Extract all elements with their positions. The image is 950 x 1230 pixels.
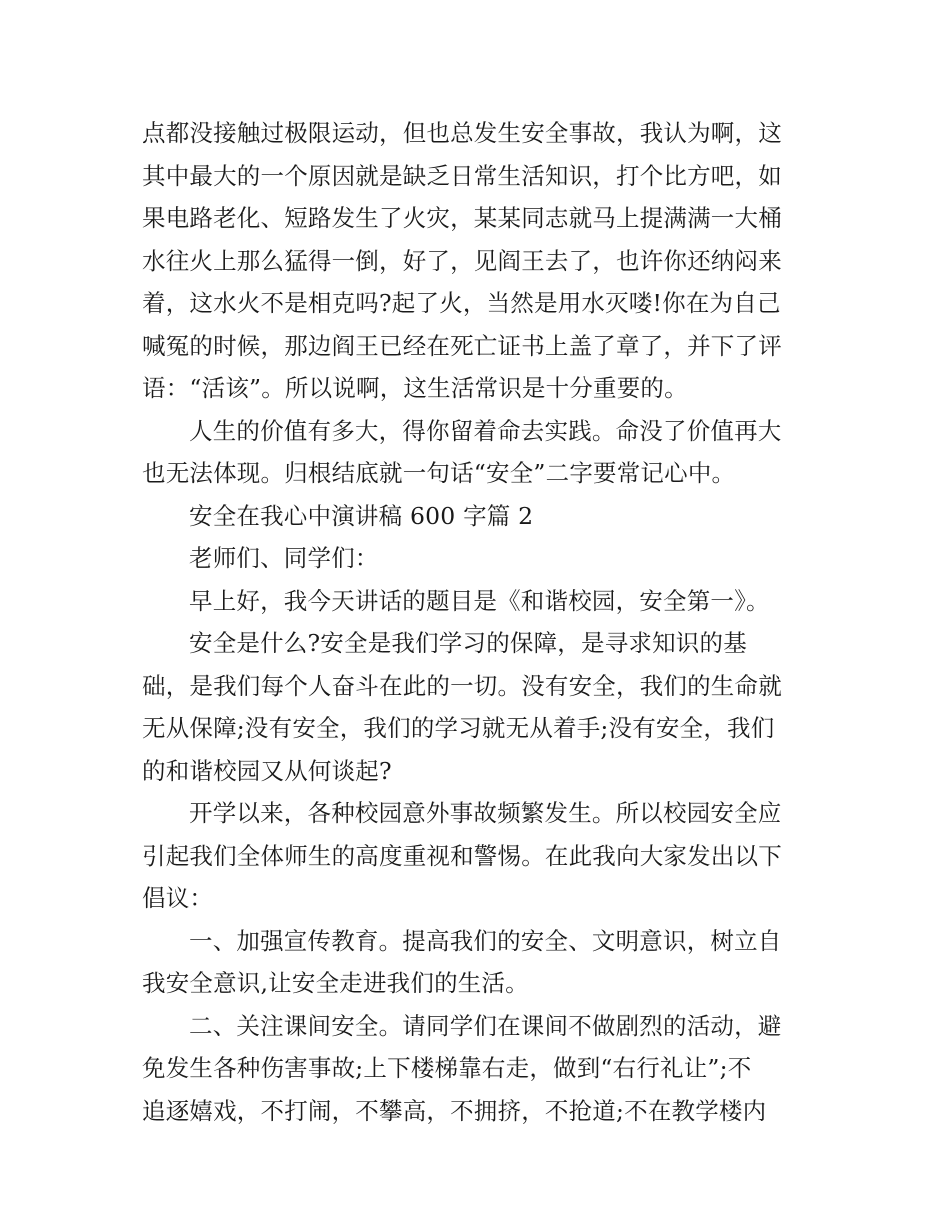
text-line: 果电路老化、短路发生了火灾，某某同志就马上提满满一大桶	[142, 204, 782, 232]
text-line: 语：“活该”。所以说啊，这生活常识是十分重要的。	[142, 374, 688, 402]
text-line: 引起我们全体师生的高度重视和警惕。在此我向大家发出以下	[142, 841, 782, 870]
paragraph	[142, 622, 812, 792]
text-line: 开学以来，各种校园意外事故频繁发生。所以校园安全应	[189, 799, 782, 827]
text-line: 其中最大的一个原因就是缺乏日常生活知识，打个比方吧，如	[142, 161, 782, 190]
text-line: 二、关注课间安全。请同学们在课间不做剧烈的活动，避	[189, 1011, 782, 1040]
text-line: 点都没接触过极限运动，但也总发生安全事故，我认为啊，这	[142, 119, 782, 147]
text-line: 础，是我们每个人奋斗在此的一切。没有安全，我们的生命就	[142, 671, 782, 700]
text-line: 的和谐校园又从何谈起?	[142, 756, 392, 785]
text-line: 着，这水火不是相克吗?起了火，当然是用水灭喽!你在为自己	[142, 289, 781, 317]
paragraph	[142, 792, 812, 920]
document-body	[142, 112, 812, 1132]
paragraph	[142, 1005, 812, 1133]
text-line: 倡议：	[142, 884, 214, 912]
text-line: 水往火上那么猛得一倒，好了，见阎王去了，也许你还纳闷来	[142, 246, 782, 275]
text-line: 老师们、同学们：	[189, 544, 379, 572]
text-line: 安全是什么?安全是我们学习的保障，是寻求知识的基	[189, 629, 747, 657]
paragraph	[142, 112, 812, 410]
text-line: 免发生各种伤害事故;上下楼梯靠右走，做到“右行礼让”;不	[142, 1054, 752, 1082]
text-line: 我安全意识,让安全走进我们的生活。	[142, 969, 529, 997]
text-line: 无从保障;没有安全，我们的学习就无从着手;没有安全，我们	[142, 714, 775, 742]
text-line: 人生的价值有多大，得你留着命去实践。命没了价值再大	[189, 416, 782, 445]
paragraph	[142, 537, 812, 580]
text-line: 安全在我心中演讲稿 600 字篇 2	[189, 501, 534, 530]
paragraph	[142, 410, 812, 495]
text-line: 追逐嬉戏，不打闹，不攀高，不拥挤，不抢道;不在教学楼内	[142, 1096, 767, 1125]
text-line: 一、加强宣传教育。提高我们的安全、文明意识，树立自	[189, 926, 782, 955]
paragraph	[142, 495, 812, 538]
text-line: 喊冤的时候，那边阎王已经在死亡证书上盖了章了，并下了评	[142, 331, 782, 360]
text-line: 也无法体现。归根结底就一句话“安全”二字要常记心中。	[142, 459, 736, 487]
paragraph	[142, 580, 812, 623]
document-page	[142, 112, 812, 1132]
paragraph	[142, 920, 812, 1005]
text-line: 早上好，我今天讲话的题目是《和谐校园，安全第一》。	[189, 586, 770, 615]
